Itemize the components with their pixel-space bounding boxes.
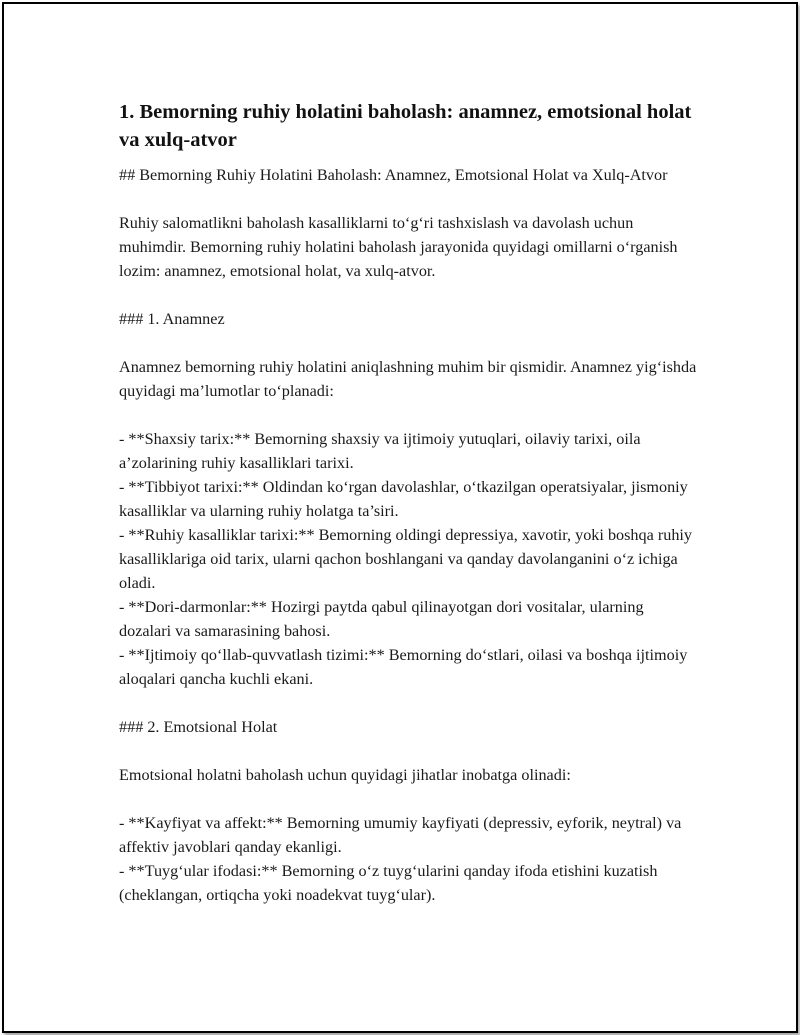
document-page [2, 2, 798, 1033]
markdown-heading-main: ## Bemorning Ruhiy Holatini Baholash: Anamnez, Emotsional Holat va Xulq-Atvor [119, 166, 668, 184]
intro-paragraph: Ruhiy salomatlikni baholash kasalliklarni to‘g‘ri tashxislash va davolash uchun muhimdir. Bemorning ruhiy holatini baholash jarayonida quyidagi omillarni o‘rganish lozim: anamnez, emotsional holat, va xulq-atvor. [119, 214, 678, 280]
emotsional-paragraph: Emotsional holatni baholash uchun quyidagi jihatlar inobatga olinadi: [119, 766, 571, 784]
anamnez-paragraph: Anamnez bemorning ruhiy holatini aniqlashning muhim bir qismidir. Anamnez yig‘ishda quyidagi ma’lumotlar to‘planadi: [119, 358, 697, 400]
paragraph-gap [119, 187, 699, 211]
paragraph-gap [119, 283, 699, 307]
emotsional-list: - **Kayfiyat va affekt:** Bemorning umumiy kayfiyati (depressiv, eyforik, neytral) va affektiv javoblari qanday ekanligi. - **Tuyg‘ular ifodasi:** Bemorning o‘z tuyg‘ularini qanday ifoda etishini kuzatish (cheklangan, ortiqcha yoki noadekvat tuyg‘ular). [119, 814, 682, 904]
paragraph-gap [119, 331, 699, 355]
document-title: 1. Bemorning ruhiy holatini baholash: anamnez, emotsional holat va xulq-atvor [119, 101, 692, 151]
anamnez-list: - **Shaxsiy tarix:** Bemorning shaxsiy va ijtimoiy yutuqlari, oilaviy tarixi, oila a’zolarining ruhiy kasalliklari tarixi. - **Tibbiyot tarixi:** Oldindan ko‘rgan davolashlar, o‘tkazilgan operatsiyalar, jismoniy kasalliklar va ularning ruhiy holatga ta’siri. - **Ruhiy kasalliklar tarixi:** Bemorning oldingi depressiya, xavotir, yoki boshqa ruhiy kasalliklariga oid tarix, ularni qachon boshlangani va qanday davolanganini o‘z ichiga oladi. - **Dori-darmonlar:** Hozirgi paytda qabul qilinayotgan dori vositalar, ularning dozalari va samarasining bahosi. - **Ijtimoiy qo‘llab-quvvatlash tizimi:** Bemorning do‘stlari, oilasi va boshqa ijtimoiy aloqalari qancha kuchli ekani. [119, 430, 693, 688]
paragraph-gap [119, 739, 699, 763]
paragraph-gap [119, 787, 699, 811]
section-heading-emotsional: ### 2. Emotsional Holat [119, 718, 278, 736]
paragraph-gap [119, 403, 699, 427]
document-content [119, 98, 699, 907]
paragraph-gap [119, 691, 699, 715]
section-heading-anamnez: ### 1. Anamnez [119, 310, 225, 328]
